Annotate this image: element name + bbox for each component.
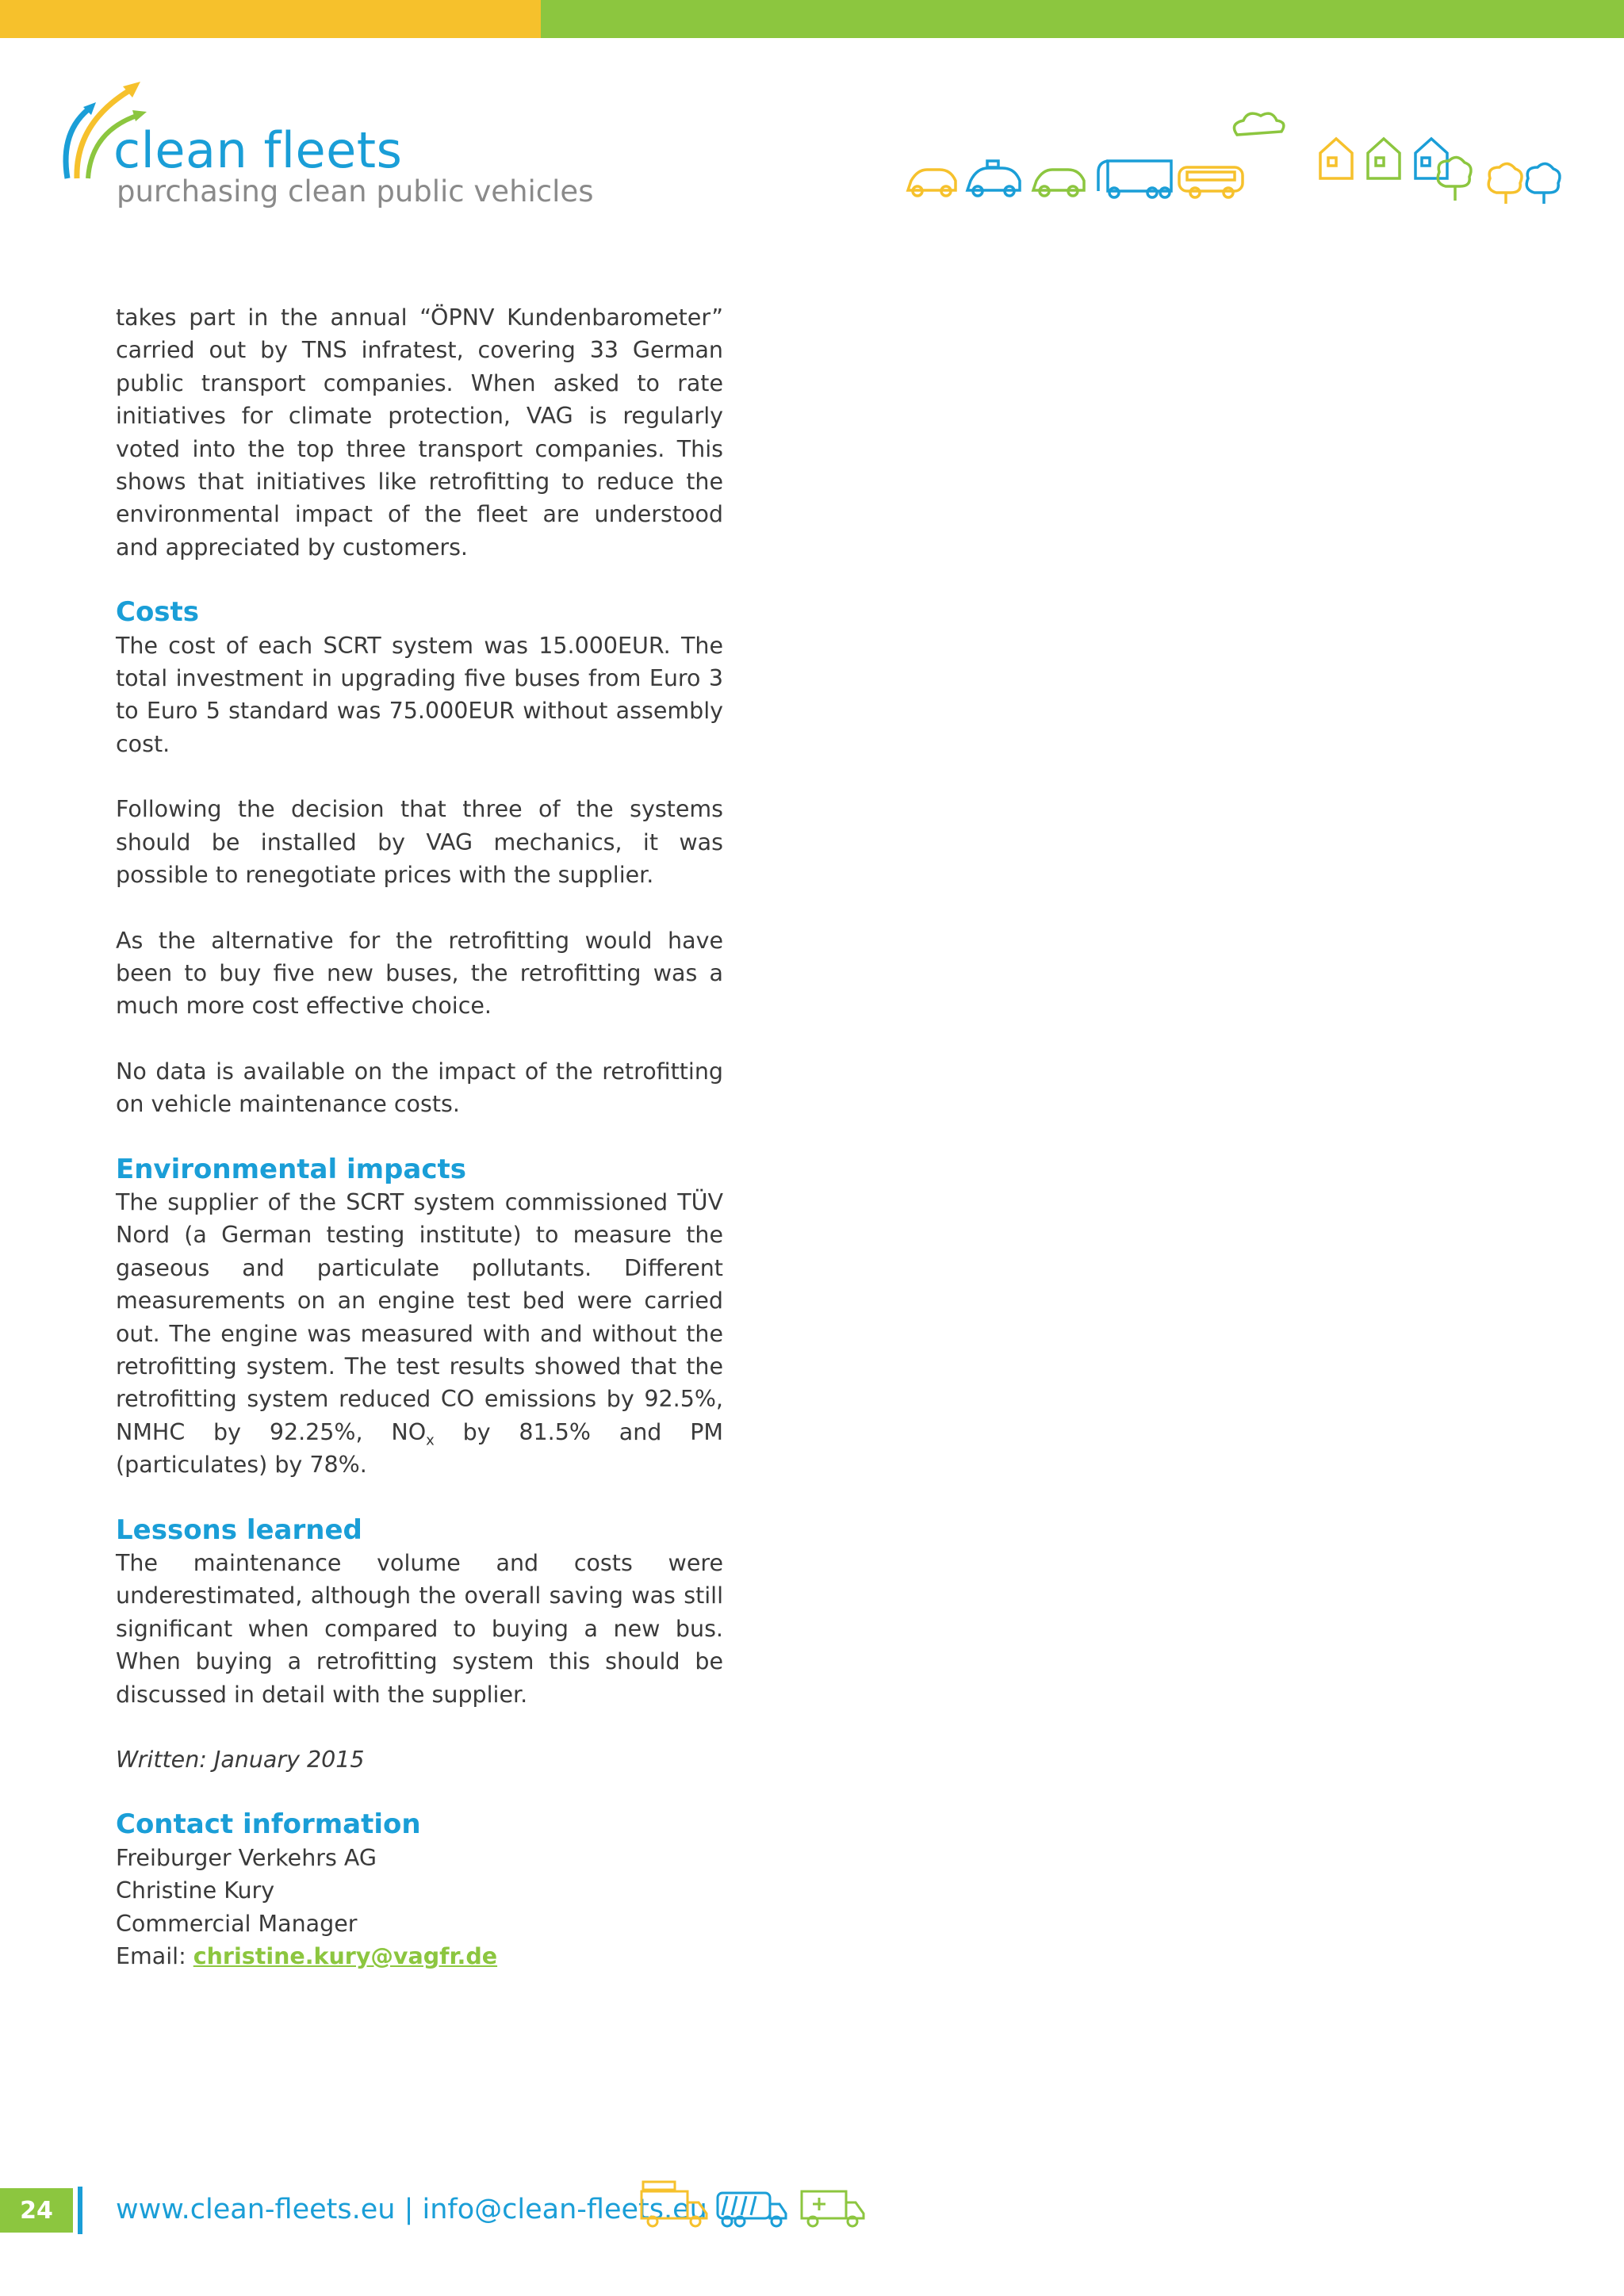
costs-paragraph-1: The cost of each SCRT system was 15.000EUR. The total investment in upgrading five buses from Euro 3 to Euro 5 standard was 75.000EUR without assembly cost. bbox=[116, 632, 723, 757]
env-text-part-2: by 81.5% and PM (particulates) by 78%. bbox=[116, 1418, 723, 1479]
contact-email-link[interactable]: christine.kury@vagfr.de bbox=[193, 1943, 498, 1970]
green-ambulance-icon bbox=[802, 2191, 864, 2226]
footer-links[interactable]: www.clean-fleets.eu | info@clean-fleets.eu bbox=[116, 2194, 707, 2225]
clean-fleets-logo bbox=[44, 75, 594, 218]
nox-subscript: x bbox=[426, 1432, 435, 1449]
contact-role: Commercial Manager bbox=[116, 1910, 358, 1937]
vehicles-houses-illustration bbox=[900, 99, 1574, 210]
yellow-car-icon bbox=[908, 170, 956, 196]
costs-paragraph-4: No data is available on the impact of the retrofitting on vehicle maintenance costs. bbox=[116, 1058, 723, 1118]
yellow-van-icon bbox=[642, 2182, 707, 2226]
costs-heading: Costs bbox=[116, 596, 200, 629]
logo-title: clean fleets bbox=[113, 121, 403, 179]
blue-truck-icon bbox=[1098, 161, 1171, 197]
blue-tree-icon bbox=[1526, 163, 1560, 204]
top-bar-green-segment bbox=[541, 0, 1624, 38]
article-body bbox=[116, 301, 723, 1973]
lessons-learned-paragraph: The maintenance volume and costs were underestimated, although the overall saving was still significant when compared to buying a new bus. When buying a retrofitting system this should be discussed in detail with the supplier. bbox=[116, 1550, 723, 1708]
blue-taxi-icon bbox=[967, 161, 1020, 196]
environmental-impacts-heading: Environmental impacts bbox=[116, 1153, 466, 1185]
written-date: Written: January 2015 bbox=[116, 1747, 365, 1774]
top-bar-yellow-segment bbox=[0, 0, 541, 38]
yellow-house-icon bbox=[1320, 139, 1352, 178]
email-label: Email: bbox=[116, 1943, 193, 1970]
contact-name: Christine Kury bbox=[116, 1877, 275, 1904]
green-car-icon bbox=[1033, 170, 1084, 196]
logo-subtitle: purchasing clean public vehicles bbox=[117, 174, 594, 209]
intro-paragraph: takes part in the annual “ÖPNV Kundenbarometer” carried out by TNS infratest, covering 33 German public transport companies. When asked to rate initiatives for climate protection, VAG is regularly voted into the top three transport companies. This shows that initiatives like retrofitting to reduce the environmental impact of the fleet are understood and appreciated by customers. bbox=[116, 304, 723, 561]
blue-garbage-truck-icon bbox=[718, 2193, 786, 2226]
yellow-tree-icon bbox=[1488, 163, 1522, 204]
footer-divider bbox=[78, 2187, 82, 2234]
top-color-bar bbox=[0, 0, 1624, 38]
blue-house-icon bbox=[1415, 139, 1447, 178]
environmental-impacts-paragraph bbox=[116, 1186, 723, 1482]
lessons-learned-heading: Lessons learned bbox=[116, 1513, 362, 1546]
contact-organisation: Freiburger Verkehrs AG bbox=[116, 1844, 377, 1871]
costs-paragraph-3: As the alternative for the retrofitting would have been to buy five new buses, the retrofitting was a much more cost effective choice. bbox=[116, 927, 723, 1020]
contact-email-line bbox=[116, 1940, 723, 1973]
contact-information-heading: Contact information bbox=[116, 1808, 421, 1841]
footer-vehicles-illustration bbox=[638, 2175, 868, 2233]
page-number: 24 bbox=[0, 2188, 73, 2233]
green-house-icon bbox=[1368, 139, 1400, 178]
costs-paragraph-2: Following the decision that three of the systems should be installed by VAG mechanics, it was possible to renegotiate prices with the supplier. bbox=[116, 796, 723, 889]
yellow-bus-icon bbox=[1179, 167, 1243, 197]
env-text-part-1: The supplier of the SCRT system commissioned TÜV Nord (a German testing institute) to measure the gaseous and particulate pollutants. Different measurements on an engine test bed were carried out. The engine was measured with and without the retrofitting system. The test results showed that the retrofitting system reduced CO emissions by 92.5%, NMHC by 92.25%, NO bbox=[116, 1188, 723, 1445]
contact-details bbox=[116, 1842, 723, 1973]
cloud-icon bbox=[1234, 113, 1283, 135]
